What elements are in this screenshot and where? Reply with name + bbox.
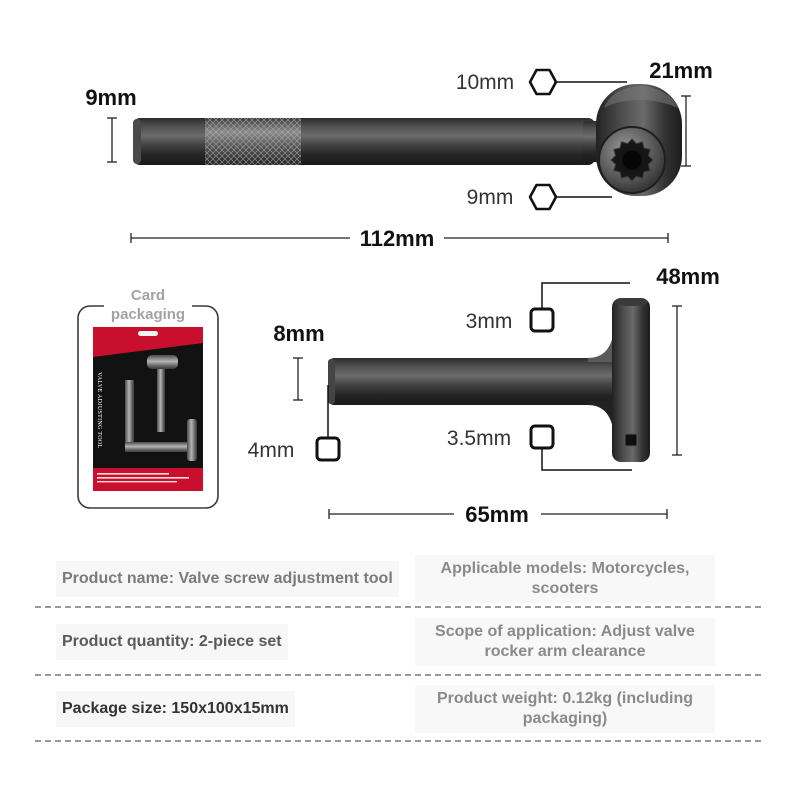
spec-scope-of-application bbox=[415, 618, 715, 666]
spec-label: Package size: bbox=[62, 700, 167, 717]
square-drive-hole bbox=[625, 434, 637, 446]
card-title: VALVE ADJUSTING TOOL bbox=[96, 372, 102, 449]
label-square-end: 4mm bbox=[247, 439, 295, 462]
spec-row bbox=[35, 608, 765, 676]
spec-product-weight bbox=[415, 685, 715, 733]
spec-label: Product weight: bbox=[436, 690, 558, 707]
label-t-head-height: 48mm bbox=[656, 264, 720, 289]
packaging-tool-l-rod bbox=[157, 368, 165, 432]
hexagon-icon bbox=[530, 185, 556, 209]
spec-applicable-models bbox=[415, 555, 715, 603]
card-fine-print bbox=[97, 477, 189, 479]
square-icon bbox=[531, 426, 553, 448]
packaging-tool-t-handle bbox=[125, 380, 134, 452]
spec-table bbox=[35, 550, 765, 742]
spec-label: Scope of application: bbox=[435, 623, 597, 640]
label-square-top: 3mm bbox=[465, 310, 513, 333]
spec-package-size bbox=[56, 691, 295, 727]
spec-value: Valve screw adjustment tool bbox=[178, 570, 393, 587]
spec-value: 150x100x15mm bbox=[171, 700, 289, 717]
spec-row bbox=[35, 550, 765, 608]
spec-label: Product name: bbox=[62, 570, 175, 587]
label-socket-small: 9mm bbox=[466, 186, 514, 209]
t-joint-top bbox=[588, 336, 613, 362]
label-handle-diameter: 9mm bbox=[85, 85, 137, 110]
card-bottom-band bbox=[93, 468, 203, 491]
socket-hole-depth bbox=[622, 150, 642, 170]
square-icon bbox=[531, 309, 553, 331]
t-handle bbox=[328, 358, 624, 405]
spec-row bbox=[35, 676, 765, 742]
card-packaging bbox=[78, 306, 218, 508]
card-fine-print bbox=[97, 473, 169, 475]
label-square-middle: 3.5mm bbox=[446, 427, 512, 450]
packaging-tool-t-head bbox=[187, 419, 197, 461]
t-joint-bottom bbox=[588, 401, 613, 428]
card-hang-hole bbox=[138, 331, 158, 336]
square-icon bbox=[317, 438, 339, 460]
spec-label: Product quantity: bbox=[62, 633, 195, 650]
card-packaging-label: Card packaging bbox=[104, 286, 192, 324]
t-handle-end bbox=[328, 359, 335, 404]
l-socket-wrench bbox=[133, 84, 682, 196]
label-t-handle-diameter: 8mm bbox=[273, 321, 325, 346]
hexagon-icon bbox=[530, 70, 556, 94]
label-t-overall-length: 65mm bbox=[465, 502, 529, 527]
spec-value: Adjust valve rocker arm clearance bbox=[484, 623, 695, 660]
packaging-tool-l-head bbox=[147, 355, 178, 369]
spec-label: Applicable models: bbox=[440, 560, 588, 577]
packaging-tool-t-bar bbox=[125, 442, 195, 452]
label-socket-large: 10mm bbox=[455, 71, 515, 94]
label-overall-length: 112mm bbox=[359, 226, 435, 251]
spec-product-quantity bbox=[56, 624, 288, 660]
card-fine-print bbox=[97, 481, 177, 482]
spec-value: Motorcycles, scooters bbox=[531, 560, 690, 597]
knurl-texture bbox=[205, 118, 301, 165]
spec-value: 2-piece set bbox=[198, 633, 282, 650]
spec-product-name bbox=[56, 561, 399, 597]
dashed-divider bbox=[35, 740, 765, 742]
handle-end bbox=[133, 119, 141, 164]
t-head-top bbox=[614, 298, 648, 306]
label-head-height: 21mm bbox=[649, 58, 713, 83]
handle bbox=[133, 118, 595, 165]
spec-value: 0.12kg (including packaging) bbox=[522, 690, 694, 727]
